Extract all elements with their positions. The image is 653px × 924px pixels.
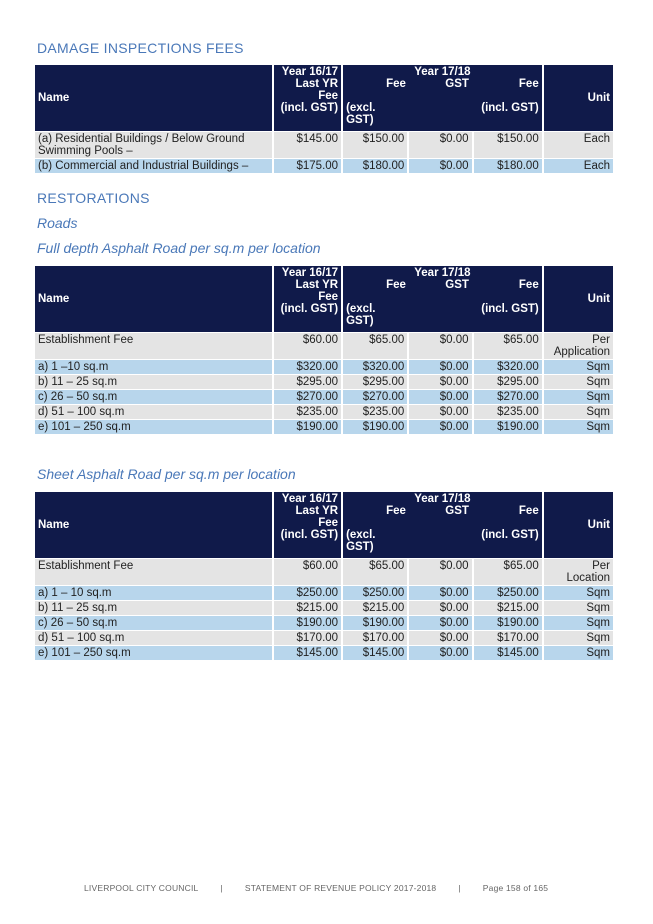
row-gst: $0.00 xyxy=(409,405,471,419)
row-fee-incl: $295.00 xyxy=(474,375,542,389)
restorations-title: RESTORATIONS xyxy=(37,190,150,206)
row-fee-incl: $235.00 xyxy=(474,405,542,419)
row-unit: Sqm xyxy=(544,405,613,419)
header-current-year xyxy=(343,266,542,332)
row-unit: Each xyxy=(544,132,613,158)
row-last-fee: $170.00 xyxy=(274,631,341,645)
row-gst: $0.00 xyxy=(409,375,471,389)
damage-fees-table xyxy=(33,64,615,174)
row-gst: $0.00 xyxy=(409,360,471,374)
row-name: b) 11 – 25 sq.m xyxy=(35,601,272,615)
header-year-current: Year 17/18 xyxy=(414,66,471,78)
row-fee-incl: $215.00 xyxy=(474,601,542,615)
row-unit: Sqm xyxy=(544,586,613,600)
header-current-year xyxy=(343,65,542,131)
row-gst: $0.00 xyxy=(409,631,471,645)
table-row xyxy=(35,360,613,374)
row-last-fee: $145.00 xyxy=(274,646,341,660)
row-unit: Sqm xyxy=(544,390,613,404)
header-gst: GST xyxy=(445,505,469,517)
row-fee: $145.00 xyxy=(343,646,407,660)
header-excl-gst: (excl. GST) xyxy=(346,529,376,553)
header-last-year xyxy=(274,492,341,558)
row-name: d) 51 – 100 sq.m xyxy=(35,631,272,645)
header-year-last: Year 16/17 xyxy=(281,66,339,78)
header-name: Name xyxy=(35,492,272,558)
row-unit: Sqm xyxy=(544,375,613,389)
header-gst: GST xyxy=(445,279,469,291)
table-row xyxy=(35,616,613,630)
header-fee: Fee xyxy=(386,279,406,291)
footer-page-number: Page 158 of 165 xyxy=(482,883,549,893)
row-unit: Sqm xyxy=(544,646,613,660)
row-last-fee: $60.00 xyxy=(274,559,341,585)
row-last-fee: $60.00 xyxy=(274,333,341,359)
damage-inspections-title: DAMAGE INSPECTIONS FEES xyxy=(37,40,244,56)
header-incl-gst: (incl. GST) xyxy=(280,529,339,541)
header-last-yr-fee: Last YR Fee xyxy=(295,505,339,529)
row-unit: Each xyxy=(544,159,613,173)
row-unit: Sqm xyxy=(544,360,613,374)
row-gst: $0.00 xyxy=(409,616,471,630)
row-fee-incl: $65.00 xyxy=(474,559,542,585)
header-name: Name xyxy=(35,266,272,332)
header-name: Name xyxy=(35,65,272,131)
header-incl-gst-2: (incl. GST) xyxy=(481,303,539,315)
row-fee-incl: $190.00 xyxy=(474,616,542,630)
table-row xyxy=(35,132,613,158)
row-fee-incl: $270.00 xyxy=(474,390,542,404)
row-name: e) 101 – 250 sq.m xyxy=(35,646,272,660)
header-unit: Unit xyxy=(544,492,613,558)
row-last-fee: $175.00 xyxy=(274,159,341,173)
row-unit: Sqm xyxy=(544,631,613,645)
header-excl-gst: (excl. GST) xyxy=(346,102,376,126)
table-row xyxy=(35,559,613,585)
header-year-current: Year 17/18 xyxy=(414,267,471,279)
row-last-fee: $190.00 xyxy=(274,420,341,434)
header-last-year xyxy=(274,266,341,332)
header-year-last: Year 16/17 xyxy=(281,493,339,505)
row-fee-incl: $170.00 xyxy=(474,631,542,645)
row-fee: $190.00 xyxy=(343,420,407,434)
row-name: d) 51 – 100 sq.m xyxy=(35,405,272,419)
row-name: c) 26 – 50 sq.m xyxy=(35,616,272,630)
header-fee: Fee xyxy=(386,78,406,90)
row-gst: $0.00 xyxy=(409,586,471,600)
header-fee-incl: Fee xyxy=(518,279,539,291)
row-gst: $0.00 xyxy=(409,420,471,434)
page-footer xyxy=(84,883,548,893)
row-fee-incl: $180.00 xyxy=(474,159,542,173)
sheet-asphalt-table xyxy=(33,491,615,661)
row-fee: $65.00 xyxy=(343,559,407,585)
row-last-fee: $145.00 xyxy=(274,132,341,158)
row-unit: Per Application xyxy=(544,333,613,359)
row-fee: $215.00 xyxy=(343,601,407,615)
table-row xyxy=(35,375,613,389)
header-year-last: Year 16/17 xyxy=(281,267,339,279)
row-gst: $0.00 xyxy=(409,559,471,585)
roads-title: Roads xyxy=(37,215,78,231)
table-row xyxy=(35,420,613,434)
row-fee-incl: $250.00 xyxy=(474,586,542,600)
row-name: Establishment Fee xyxy=(35,333,272,359)
row-unit: Sqm xyxy=(544,420,613,434)
row-fee-incl: $320.00 xyxy=(474,360,542,374)
header-incl-gst: (incl. GST) xyxy=(280,303,339,315)
row-gst: $0.00 xyxy=(409,159,471,173)
header-current-year xyxy=(343,492,542,558)
header-incl-gst-2: (incl. GST) xyxy=(481,529,539,541)
row-fee: $150.00 xyxy=(343,132,407,158)
row-gst: $0.00 xyxy=(409,390,471,404)
row-fee: $320.00 xyxy=(343,360,407,374)
footer-policy: STATEMENT OF REVENUE POLICY 2017-2018 xyxy=(244,883,437,893)
row-name: b) 11 – 25 sq.m xyxy=(35,375,272,389)
row-fee-incl: $190.00 xyxy=(474,420,542,434)
row-fee: $250.00 xyxy=(343,586,407,600)
row-name: Establishment Fee xyxy=(35,559,272,585)
row-fee: $235.00 xyxy=(343,405,407,419)
header-fee: Fee xyxy=(386,505,406,517)
row-fee: $65.00 xyxy=(343,333,407,359)
row-name: (b) Commercial and Industrial Buildings – xyxy=(35,159,272,173)
footer-separator: | xyxy=(458,883,461,893)
row-fee: $270.00 xyxy=(343,390,407,404)
header-fee-incl: Fee xyxy=(518,505,539,517)
table-row xyxy=(35,601,613,615)
sheet-asphalt-title: Sheet Asphalt Road per sq.m per location xyxy=(37,466,296,482)
header-last-year xyxy=(274,65,341,131)
row-last-fee: $250.00 xyxy=(274,586,341,600)
row-unit: Per Location xyxy=(544,559,613,585)
header-unit: Unit xyxy=(544,266,613,332)
row-fee: $180.00 xyxy=(343,159,407,173)
row-fee-incl: $150.00 xyxy=(474,132,542,158)
row-unit: Sqm xyxy=(544,616,613,630)
row-last-fee: $235.00 xyxy=(274,405,341,419)
header-gst: GST xyxy=(445,78,469,90)
header-excl-gst: (excl. GST) xyxy=(346,303,376,327)
header-fee-incl: Fee xyxy=(518,78,539,90)
row-last-fee: $320.00 xyxy=(274,360,341,374)
table-row xyxy=(35,586,613,600)
header-incl-gst: (incl. GST) xyxy=(280,102,339,114)
header-year-current: Year 17/18 xyxy=(414,493,471,505)
row-name: (a) Residential Buildings / Below Ground Swimming Pools – xyxy=(35,132,272,158)
row-fee: $190.00 xyxy=(343,616,407,630)
row-last-fee: $190.00 xyxy=(274,616,341,630)
row-gst: $0.00 xyxy=(409,646,471,660)
table-row xyxy=(35,390,613,404)
table-row xyxy=(35,405,613,419)
footer-separator: | xyxy=(220,883,223,893)
row-fee: $295.00 xyxy=(343,375,407,389)
header-incl-gst-2: (incl. GST) xyxy=(481,102,539,114)
row-last-fee: $295.00 xyxy=(274,375,341,389)
row-name: e) 101 – 250 sq.m xyxy=(35,420,272,434)
full-depth-title: Full depth Asphalt Road per sq.m per location xyxy=(37,240,321,256)
header-unit: Unit xyxy=(544,65,613,131)
row-gst: $0.00 xyxy=(409,132,471,158)
row-last-fee: $215.00 xyxy=(274,601,341,615)
row-name: c) 26 – 50 sq.m xyxy=(35,390,272,404)
table-row xyxy=(35,159,613,173)
row-fee-incl: $145.00 xyxy=(474,646,542,660)
table-row xyxy=(35,631,613,645)
full-depth-table xyxy=(33,265,615,435)
table-row xyxy=(35,646,613,660)
footer-council: LIVERPOOL CITY COUNCIL xyxy=(84,883,199,893)
row-name: a) 1 – 10 sq.m xyxy=(35,586,272,600)
row-fee-incl: $65.00 xyxy=(474,333,542,359)
row-last-fee: $270.00 xyxy=(274,390,341,404)
row-fee: $170.00 xyxy=(343,631,407,645)
row-name: a) 1 –10 sq.m xyxy=(35,360,272,374)
row-gst: $0.00 xyxy=(409,601,471,615)
row-unit: Sqm xyxy=(544,601,613,615)
header-last-yr-fee: Last YR Fee xyxy=(295,279,339,303)
table-row xyxy=(35,333,613,359)
row-gst: $0.00 xyxy=(409,333,471,359)
header-last-yr-fee: Last YR Fee xyxy=(295,78,339,102)
